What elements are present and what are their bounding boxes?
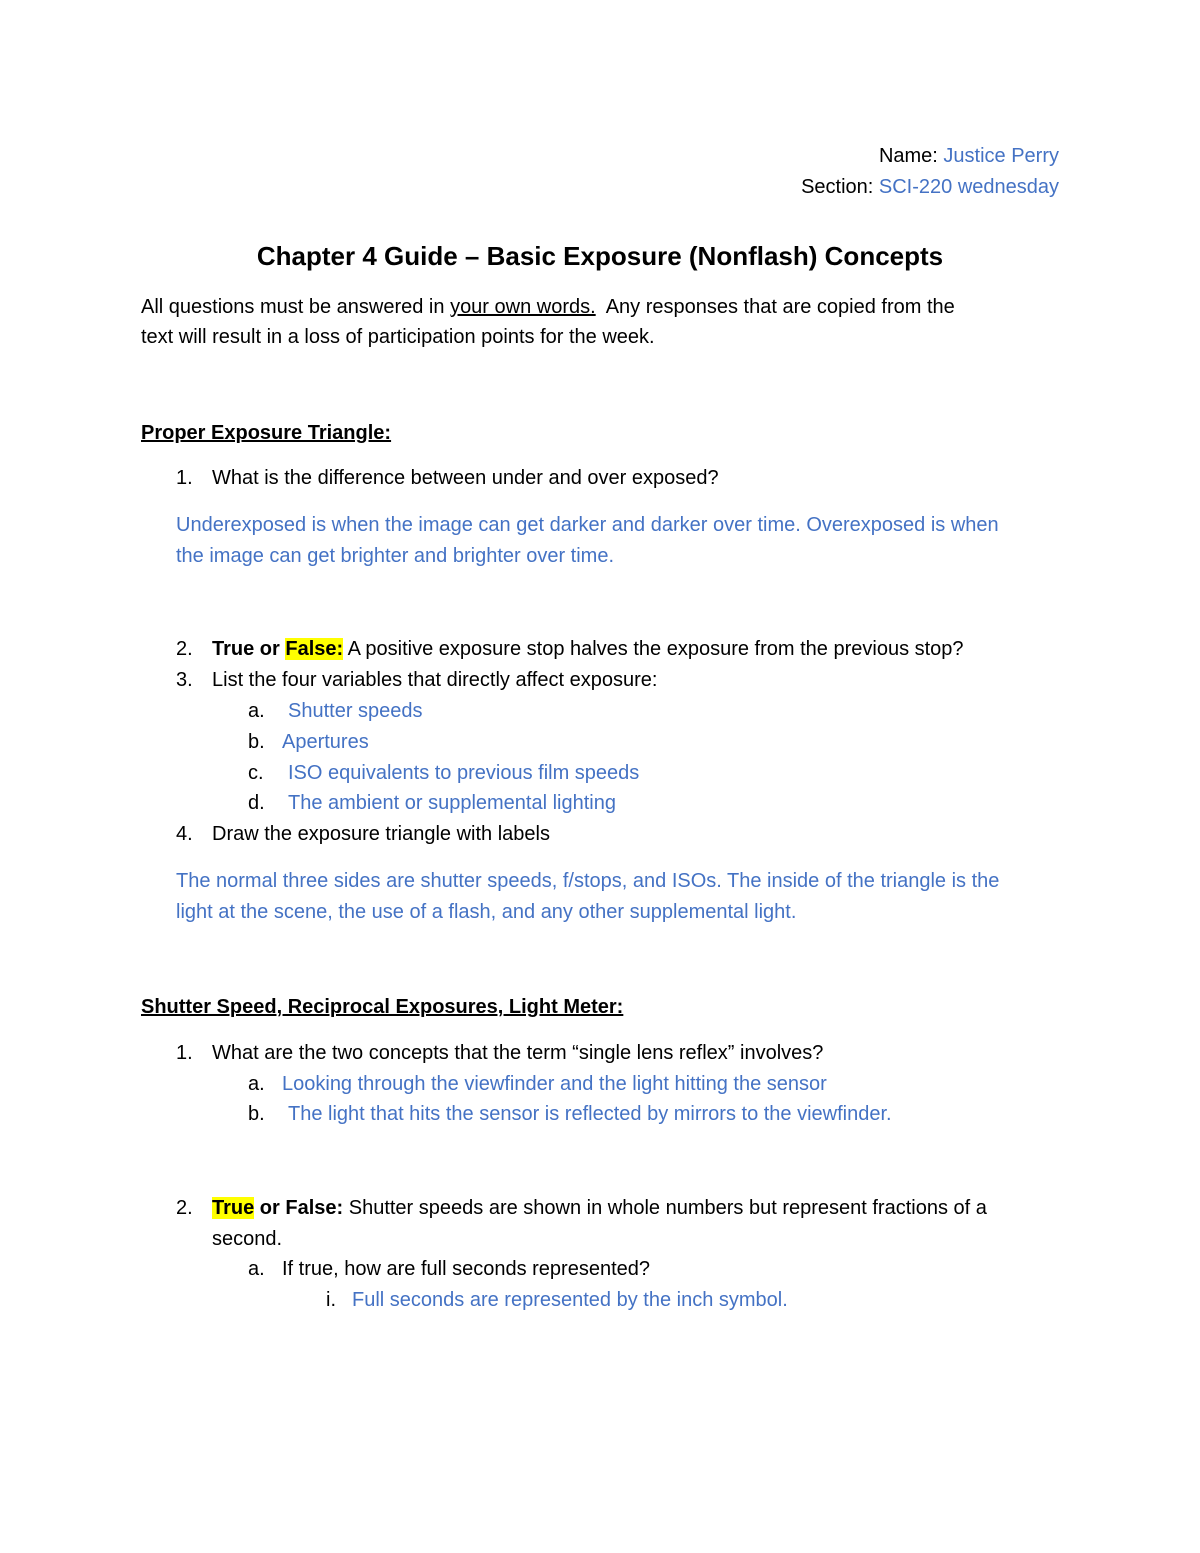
s1-question-2: 2. True or False: A positive exposure stop halves the exposure from the previous stop? xyxy=(176,638,964,660)
s2-question-2: 2. True or False: Shutter speeds are shown in whole numbers but represent fractions of a xyxy=(176,1197,987,1219)
s1-answer-1-line-2: the image can get brighter and brighter over time. xyxy=(176,545,615,567)
s1-question-1: 1. What is the difference between under and over exposed? xyxy=(176,467,719,489)
name-line xyxy=(879,141,1059,171)
s1-question-3: 3. List the four variables that directly affect exposure: xyxy=(176,669,658,691)
s2-question-2-sub-a: a. If true, how are full seconds represented? xyxy=(248,1258,650,1280)
s2-question-2-line-2: second. xyxy=(212,1228,283,1250)
list-item: a. Shutter speeds xyxy=(248,700,423,722)
name-value: Justice Perry xyxy=(943,145,1059,167)
s1-answer-4-line-1: The normal three sides are shutter speeds, f/stops, and ISOs. The inside of the triangle is the xyxy=(176,870,1000,892)
intro-line-2: text will result in a loss of participation points for the week. xyxy=(141,326,655,348)
section-label: Section: xyxy=(801,176,874,198)
section2-heading: Shutter Speed, Reciprocal Exposures, Light Meter: xyxy=(141,996,624,1018)
list-item: c. ISO equivalents to previous film speeds xyxy=(248,762,640,784)
section1-heading: Proper Exposure Triangle: xyxy=(141,422,392,444)
list-item: d. The ambient or supplemental lighting xyxy=(248,792,616,814)
s1-question-4: 4. Draw the exposure triangle with labels xyxy=(176,823,550,845)
list-item: b. Apertures xyxy=(248,731,369,753)
intro-line-1: All questions must be answered in your own words. Any responses that are copied from the xyxy=(141,296,955,318)
page-title: Chapter 4 Guide – Basic Exposure (Nonflash) Concepts xyxy=(256,241,944,271)
list-item: a. Looking through the viewfinder and the light hitting the sensor xyxy=(248,1073,827,1095)
section-value: SCI-220 wednesday xyxy=(878,176,1059,198)
list-item: b. The light that hits the sensor is reflected by mirrors to the viewfinder. xyxy=(248,1103,892,1125)
intro-emphasis: your own words. xyxy=(450,296,596,318)
false-highlight: False: xyxy=(285,638,344,660)
s1-answer-1-line-1: Underexposed is when the image can get darker and darker over time. Overexposed is when xyxy=(176,514,999,536)
s1-answer-4-line-2: light at the scene, the use of a flash, and any other supplemental light. xyxy=(176,901,797,923)
section-line xyxy=(801,172,1059,202)
true-highlight: True xyxy=(212,1197,255,1219)
s2-question-1: 1. What are the two concepts that the term “single lens reflex” involves? xyxy=(176,1042,824,1064)
name-label: Name: xyxy=(878,145,938,167)
s2-question-2-sub-i: i. Full seconds are represented by the inch symbol. xyxy=(326,1289,788,1311)
